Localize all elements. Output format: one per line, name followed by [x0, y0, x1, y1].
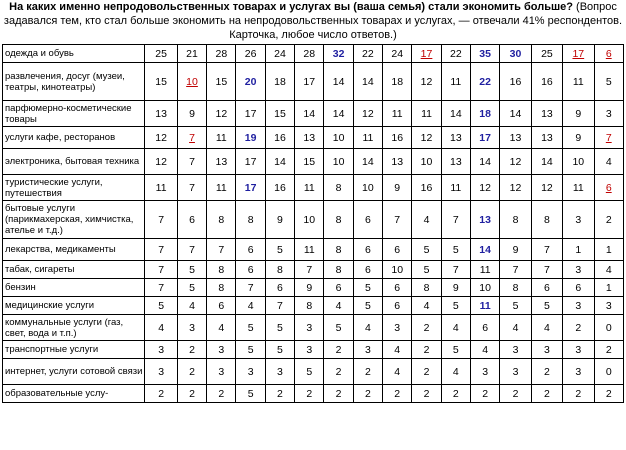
- table-cell: 8: [500, 201, 531, 239]
- table-cell: 13: [145, 101, 177, 127]
- table-cell: 14: [324, 63, 353, 101]
- table-row: [3, 279, 624, 297]
- table-cell: 5: [324, 315, 353, 341]
- table-cell: 19: [236, 127, 265, 149]
- table-cell: 17: [236, 101, 265, 127]
- table-cell: 17: [563, 45, 594, 63]
- table-cell: 16: [500, 63, 531, 101]
- table-cell: 2: [500, 385, 531, 403]
- table-cell: 2: [563, 385, 594, 403]
- table-cell: 7: [177, 149, 206, 175]
- table-cell: 3: [207, 359, 236, 385]
- table-cell: 13: [383, 149, 412, 175]
- table-cell: 7: [145, 261, 177, 279]
- table-cell: 12: [353, 101, 382, 127]
- table-row: [3, 45, 624, 63]
- table-cell: 11: [563, 63, 594, 101]
- row-label: интернет, услуги сотовой связи: [3, 359, 145, 385]
- table-cell: 32: [324, 45, 353, 63]
- table-cell: 9: [383, 175, 412, 201]
- table-cell: 3: [265, 359, 294, 385]
- table-cell: 14: [470, 239, 499, 261]
- table-cell: 6: [383, 279, 412, 297]
- table-cell: 25: [145, 45, 177, 63]
- table-cell: 8: [324, 261, 353, 279]
- table-cell: 24: [265, 45, 294, 63]
- table-cell: 10: [563, 149, 594, 175]
- table-cell: 2: [353, 385, 382, 403]
- table-cell: 2: [412, 359, 441, 385]
- row-label: парфюмерно-косметические товары: [3, 101, 145, 127]
- table-cell: 7: [531, 239, 562, 261]
- table-cell: 5: [412, 261, 441, 279]
- table-cell: 10: [412, 149, 441, 175]
- row-label: транспортные услуги: [3, 341, 145, 359]
- table-cell: 14: [531, 149, 562, 175]
- table-cell: 2: [531, 385, 562, 403]
- table-row: [3, 297, 624, 315]
- table-cell: 13: [207, 149, 236, 175]
- table-cell: 20: [236, 63, 265, 101]
- table-row: [3, 341, 624, 359]
- table-cell: 7: [594, 127, 623, 149]
- table-cell: 24: [383, 45, 412, 63]
- table-cell: 12: [531, 175, 562, 201]
- table-cell: 11: [441, 63, 470, 101]
- table-cell: 16: [412, 175, 441, 201]
- table-row: [3, 149, 624, 175]
- table-cell: 16: [383, 127, 412, 149]
- table-cell: 2: [531, 359, 562, 385]
- row-label: одежда и обувь: [3, 45, 145, 63]
- table-cell: 14: [265, 149, 294, 175]
- table-cell: 3: [594, 297, 623, 315]
- table-cell: 18: [470, 101, 499, 127]
- table-cell: 5: [412, 239, 441, 261]
- table-cell: 28: [295, 45, 324, 63]
- table-cell: 7: [145, 279, 177, 297]
- table-cell: 6: [383, 239, 412, 261]
- table-cell: 11: [383, 101, 412, 127]
- table-cell: 6: [236, 239, 265, 261]
- table-cell: 12: [207, 101, 236, 127]
- table-cell: 8: [207, 201, 236, 239]
- table-cell: 11: [207, 127, 236, 149]
- table-cell: 16: [265, 175, 294, 201]
- table-cell: 9: [265, 201, 294, 239]
- table-cell: 17: [470, 127, 499, 149]
- table-cell: 2: [207, 385, 236, 403]
- table-row: [3, 127, 624, 149]
- table-cell: 8: [324, 239, 353, 261]
- table-cell: 6: [563, 279, 594, 297]
- table-cell: 2: [594, 385, 623, 403]
- row-label: табак, сигареты: [3, 261, 145, 279]
- table-cell: 11: [412, 101, 441, 127]
- table-cell: 2: [412, 341, 441, 359]
- table-cell: 12: [145, 149, 177, 175]
- row-label: бытовые услуги (парикмахерская, химчистка, ателье и т.д.): [3, 201, 145, 239]
- table-cell: 9: [563, 101, 594, 127]
- table-cell: 7: [177, 175, 206, 201]
- table-cell: 9: [295, 279, 324, 297]
- table-cell: 3: [207, 341, 236, 359]
- table-cell: 6: [207, 297, 236, 315]
- table-cell: 22: [441, 45, 470, 63]
- row-label: лекарства, медикаменты: [3, 239, 145, 261]
- table-cell: 5: [441, 239, 470, 261]
- table-row: [3, 385, 624, 403]
- table-cell: 14: [295, 101, 324, 127]
- table-cell: 6: [353, 239, 382, 261]
- table-cell: 13: [531, 101, 562, 127]
- row-label: туристические услуги, путешествия: [3, 175, 145, 201]
- table-cell: 1: [594, 239, 623, 261]
- table-cell: 28: [207, 45, 236, 63]
- table-cell: 4: [177, 297, 206, 315]
- table-cell: 8: [207, 279, 236, 297]
- table-cell: 4: [236, 297, 265, 315]
- table-cell: 4: [531, 315, 562, 341]
- table-cell: 11: [441, 175, 470, 201]
- table-cell: 6: [594, 45, 623, 63]
- table-cell: 5: [441, 297, 470, 315]
- table-cell: 10: [324, 127, 353, 149]
- table-cell: 13: [441, 149, 470, 175]
- table-row: [3, 261, 624, 279]
- table-cell: 3: [383, 315, 412, 341]
- table-cell: 6: [353, 201, 382, 239]
- table-cell: 13: [470, 201, 499, 239]
- table-cell: 10: [177, 63, 206, 101]
- table-row: [3, 239, 624, 261]
- table-cell: 12: [412, 63, 441, 101]
- table-cell: 22: [353, 45, 382, 63]
- table-cell: 3: [563, 261, 594, 279]
- row-label: образовательные услу-: [3, 385, 145, 403]
- table-cell: 17: [295, 63, 324, 101]
- table-cell: 3: [470, 359, 499, 385]
- table-cell: 4: [500, 315, 531, 341]
- table-cell: 0: [594, 359, 623, 385]
- table-cell: 3: [563, 201, 594, 239]
- table-cell: 30: [500, 45, 531, 63]
- table-cell: 3: [500, 341, 531, 359]
- table-cell: 2: [353, 359, 382, 385]
- table-cell: 6: [265, 279, 294, 297]
- table-cell: 5: [236, 315, 265, 341]
- table-cell: 5: [265, 239, 294, 261]
- table-cell: 16: [531, 63, 562, 101]
- table-cell: 4: [441, 359, 470, 385]
- table-cell: 13: [441, 127, 470, 149]
- table-cell: 7: [295, 261, 324, 279]
- table-cell: 1: [563, 239, 594, 261]
- table-cell: 11: [563, 175, 594, 201]
- row-label: коммунальные услуги (газ, свет, вода и т.п.): [3, 315, 145, 341]
- table-cell: 10: [324, 149, 353, 175]
- table-cell: 2: [324, 359, 353, 385]
- table-cell: 2: [265, 385, 294, 403]
- survey-table: [2, 44, 624, 403]
- table-cell: 15: [207, 63, 236, 101]
- table-cell: 5: [500, 297, 531, 315]
- table-cell: 5: [265, 341, 294, 359]
- table-cell: 2: [295, 385, 324, 403]
- table-cell: 0: [594, 315, 623, 341]
- table-cell: 25: [531, 45, 562, 63]
- table-cell: 12: [145, 127, 177, 149]
- table-cell: 11: [470, 261, 499, 279]
- table-cell: 3: [295, 315, 324, 341]
- table-cell: 2: [324, 341, 353, 359]
- row-label: развлечения, досуг (музеи, театры, кинотеатры): [3, 63, 145, 101]
- table-cell: 8: [500, 279, 531, 297]
- table-cell: 7: [441, 261, 470, 279]
- table-cell: 15: [145, 63, 177, 101]
- table-cell: 12: [500, 149, 531, 175]
- table-cell: 12: [412, 127, 441, 149]
- table-cell: 2: [441, 385, 470, 403]
- table-cell: 17: [236, 149, 265, 175]
- table-cell: 6: [177, 201, 206, 239]
- table-cell: 4: [383, 341, 412, 359]
- table-cell: 14: [470, 149, 499, 175]
- table-cell: 5: [236, 341, 265, 359]
- table-cell: 10: [353, 175, 382, 201]
- caption-question: На каких именно непродовольственных товарах и услугах вы (ваша семья) стали экономить больше?: [9, 1, 573, 13]
- table-cell: 4: [594, 261, 623, 279]
- table-cell: 8: [207, 261, 236, 279]
- table-cell: 6: [236, 261, 265, 279]
- caption-note: (Вопрос задавался тем, кто стал больше экономить на непродовольственных товарах и услугах, — отвечали 41% респондентов. Карточка, любое число ответов.): [3, 1, 623, 41]
- table-row: [3, 63, 624, 101]
- table-cell: 3: [563, 341, 594, 359]
- table-cell: 6: [531, 279, 562, 297]
- table-cell: 3: [500, 359, 531, 385]
- table-cell: 2: [412, 385, 441, 403]
- table-cell: 7: [441, 201, 470, 239]
- table-cell: 5: [177, 261, 206, 279]
- table-cell: 3: [177, 315, 206, 341]
- row-label: электроника, бытовая техника: [3, 149, 145, 175]
- table-cell: 2: [412, 315, 441, 341]
- table-cell: 2: [324, 385, 353, 403]
- table-cell: 8: [412, 279, 441, 297]
- table-cell: 12: [500, 175, 531, 201]
- table-cell: 10: [383, 261, 412, 279]
- table-cell: 2: [145, 385, 177, 403]
- table-cell: 11: [353, 127, 382, 149]
- table-cell: 22: [470, 63, 499, 101]
- table-cell: 4: [383, 359, 412, 385]
- table-row: [3, 175, 624, 201]
- table-cell: 2: [383, 385, 412, 403]
- table-cell: 2: [470, 385, 499, 403]
- table-cell: 9: [563, 127, 594, 149]
- table-cell: 5: [531, 297, 562, 315]
- table-cell: 2: [563, 315, 594, 341]
- table-caption: [0, 0, 626, 44]
- table-cell: 16: [265, 127, 294, 149]
- table-cell: 1: [594, 279, 623, 297]
- table-cell: 3: [353, 341, 382, 359]
- table-row: [3, 359, 624, 385]
- table-cell: 7: [177, 239, 206, 261]
- table-cell: 2: [177, 341, 206, 359]
- table-cell: 6: [353, 261, 382, 279]
- table-cell: 11: [207, 175, 236, 201]
- table-cell: 4: [207, 315, 236, 341]
- table-cell: 5: [353, 297, 382, 315]
- table-cell: 4: [594, 149, 623, 175]
- table-cell: 15: [295, 149, 324, 175]
- table-cell: 14: [353, 149, 382, 175]
- table-body: [3, 45, 624, 403]
- table-cell: 2: [594, 341, 623, 359]
- table-cell: 4: [412, 201, 441, 239]
- table-cell: 3: [531, 341, 562, 359]
- table-cell: 18: [265, 63, 294, 101]
- table-cell: 3: [236, 359, 265, 385]
- table-cell: 3: [563, 359, 594, 385]
- table-cell: 14: [500, 101, 531, 127]
- table-cell: 4: [441, 315, 470, 341]
- row-label: бензин: [3, 279, 145, 297]
- table-cell: 5: [265, 315, 294, 341]
- table-cell: 9: [177, 101, 206, 127]
- table-cell: 10: [295, 201, 324, 239]
- row-label: услуги кафе, ресторанов: [3, 127, 145, 149]
- table-cell: 3: [145, 359, 177, 385]
- table-cell: 14: [441, 101, 470, 127]
- table-cell: 4: [353, 315, 382, 341]
- table-row: [3, 101, 624, 127]
- table-cell: 4: [324, 297, 353, 315]
- table-cell: 6: [383, 297, 412, 315]
- table-cell: 2: [177, 385, 206, 403]
- table-cell: 10: [470, 279, 499, 297]
- table-cell: 6: [470, 315, 499, 341]
- table-cell: 9: [500, 239, 531, 261]
- table-cell: 11: [145, 175, 177, 201]
- table-row: [3, 315, 624, 341]
- table-cell: 13: [500, 127, 531, 149]
- table-cell: 17: [412, 45, 441, 63]
- table-cell: 7: [207, 239, 236, 261]
- table-cell: 4: [145, 315, 177, 341]
- table-cell: 11: [295, 239, 324, 261]
- table-cell: 2: [177, 359, 206, 385]
- table-cell: 15: [265, 101, 294, 127]
- table-cell: 2: [594, 201, 623, 239]
- table-cell: 18: [383, 63, 412, 101]
- table-cell: 17: [236, 175, 265, 201]
- table-cell: 3: [594, 101, 623, 127]
- table-cell: 7: [145, 201, 177, 239]
- table-cell: 8: [265, 261, 294, 279]
- table-cell: 5: [441, 341, 470, 359]
- table-cell: 7: [177, 127, 206, 149]
- table-cell: 13: [295, 127, 324, 149]
- row-label: медицинские услуги: [3, 297, 145, 315]
- table-cell: 14: [353, 63, 382, 101]
- table-cell: 9: [441, 279, 470, 297]
- table-cell: 7: [145, 239, 177, 261]
- table-cell: 7: [236, 279, 265, 297]
- table-cell: 5: [594, 63, 623, 101]
- table-cell: 26: [236, 45, 265, 63]
- table-cell: 7: [383, 201, 412, 239]
- table-cell: 11: [295, 175, 324, 201]
- table-cell: 5: [295, 359, 324, 385]
- table-cell: 12: [470, 175, 499, 201]
- table-cell: 5: [353, 279, 382, 297]
- table-cell: 14: [324, 101, 353, 127]
- table-cell: 6: [324, 279, 353, 297]
- table-cell: 35: [470, 45, 499, 63]
- table-cell: 8: [324, 175, 353, 201]
- table-cell: 8: [324, 201, 353, 239]
- table-cell: 5: [236, 385, 265, 403]
- table-cell: 8: [295, 297, 324, 315]
- table-cell: 5: [177, 279, 206, 297]
- table-cell: 7: [531, 261, 562, 279]
- table-cell: 13: [531, 127, 562, 149]
- table-cell: 8: [236, 201, 265, 239]
- table-cell: 3: [563, 297, 594, 315]
- table-cell: 5: [145, 297, 177, 315]
- table-cell: 3: [145, 341, 177, 359]
- table-cell: 6: [594, 175, 623, 201]
- table-cell: 7: [265, 297, 294, 315]
- table-cell: 3: [295, 341, 324, 359]
- table-cell: 21: [177, 45, 206, 63]
- table-cell: 7: [500, 261, 531, 279]
- table-cell: 4: [470, 341, 499, 359]
- table-cell: 11: [470, 297, 499, 315]
- table-row: [3, 201, 624, 239]
- table-cell: 8: [531, 201, 562, 239]
- table-cell: 4: [412, 297, 441, 315]
